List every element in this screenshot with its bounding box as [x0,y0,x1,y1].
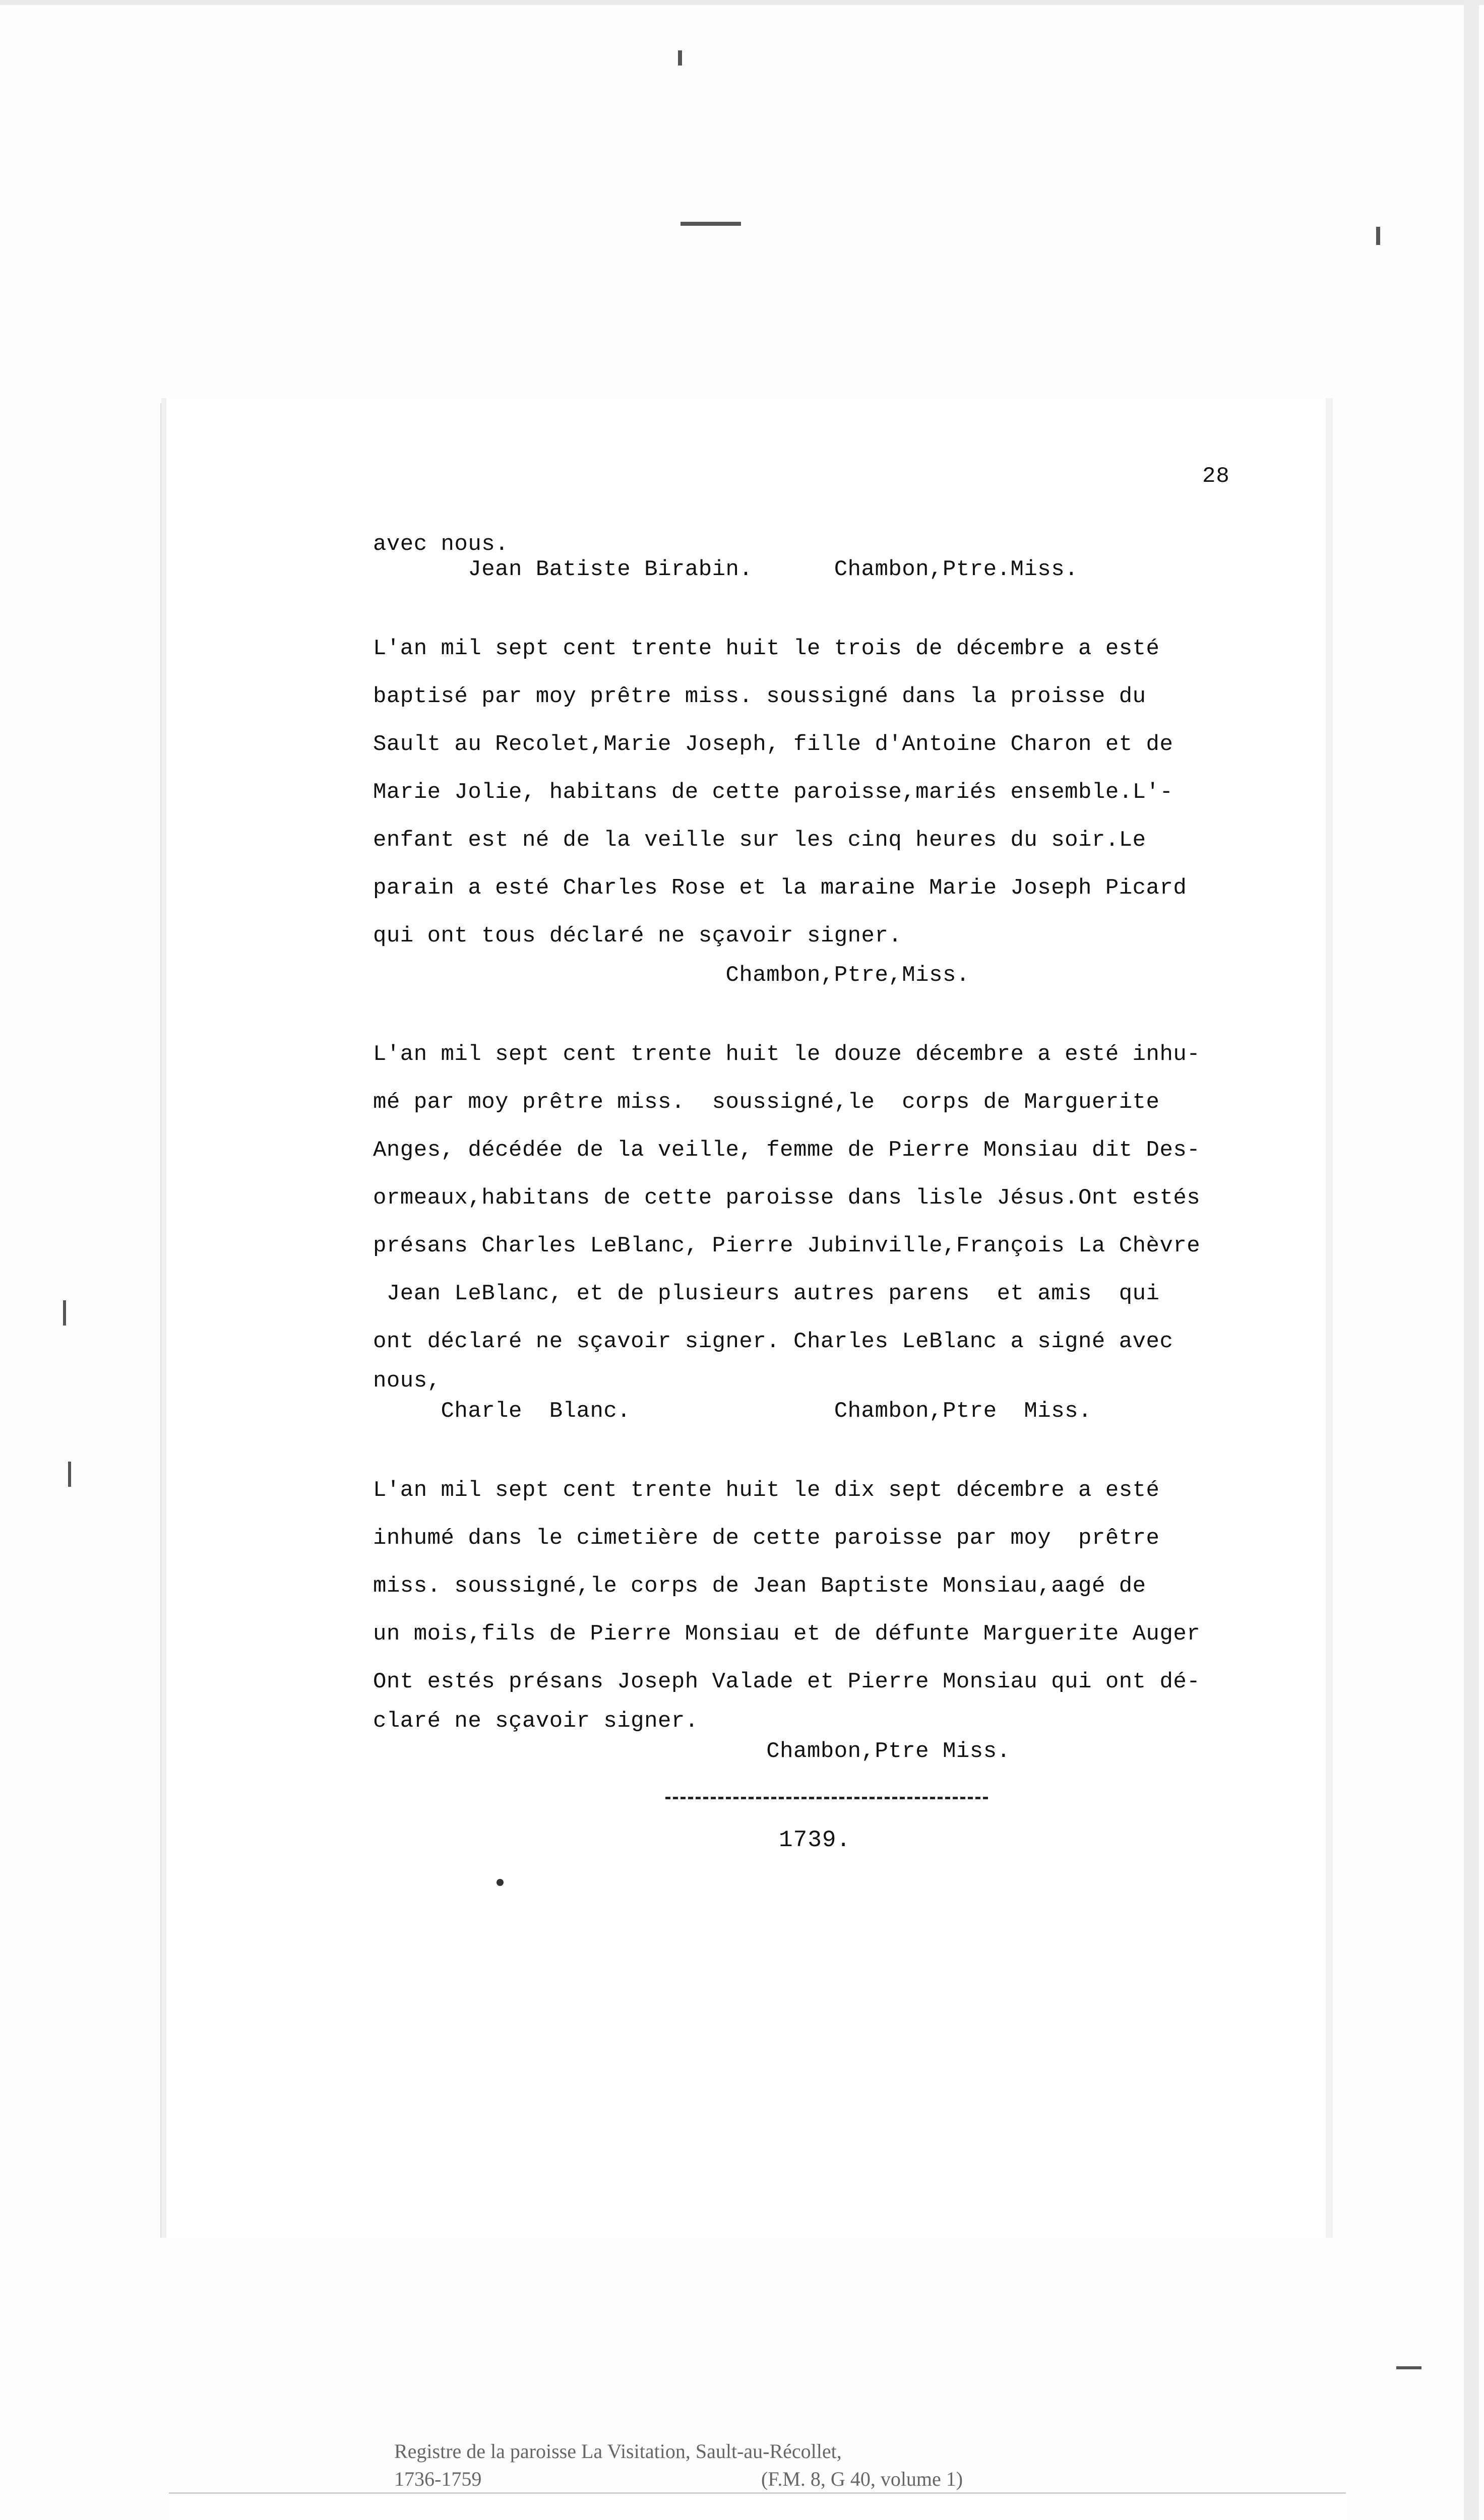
scan-speck [678,50,682,66]
entry-line: enfant est né de la veille sur les cinq heures du soir.Le [373,828,1146,853]
scan-speck [681,222,741,226]
entry-signature: Charle Blanc. Chambon,Ptre Miss. [373,1399,1092,1424]
entry-line: Marie Jolie, habitans de cette paroisse,mariés ensemble.L'- [373,780,1173,805]
entry-signature: Chambon,Ptre,Miss. [373,963,970,988]
entry-burial-jean-baptiste-monsiau [373,1467,1270,1767]
caption-line-1: Registre de la paroisse La Visitation, Sault-au-Récollet, [394,2440,842,2463]
entry-line: Sault au Recolet,Marie Joseph, fille d'Antoine Charon et de [373,732,1173,757]
section-divider [665,1797,988,1799]
entry-burial-marguerite-anges [373,1031,1270,1426]
ink-dot [497,1879,504,1886]
entry-closing [373,532,1270,582]
entry-line: L'an mil sept cent trente huit le dix sept décembre a esté [373,1478,1160,1503]
entry-line: L'an mil sept cent trente huit le trois de décembre a esté [373,636,1160,661]
entry-line: avec nous. [373,532,509,557]
entry-signature: Chambon,Ptre Miss. [373,1739,1011,1764]
entry-line: qui ont tous déclaré ne sçavoir signer. [373,923,902,949]
entry-line: mé par moy prêtre miss. soussigné,le corps de Marguerite [373,1090,1160,1115]
page-number: 28 [1202,464,1230,489]
entry-line: baptisé par moy prêtre miss. soussigné dans la proisse du [373,684,1146,709]
frame-top-edge [0,0,1484,5]
scan-speck [63,1300,66,1326]
entry-line: un mois,fils de Pierre Monsiau et de défunte Marguerite Auger [373,1621,1201,1647]
entry-line: inhumé dans le cimetière de cette paroisse par moy prêtre [373,1526,1160,1551]
entry-baptism-marie-joseph [373,625,1270,990]
entry-line: Anges, décédée de la veille, femme de Pierre Monsiau dit Des- [373,1138,1201,1163]
entry-line: ont déclaré ne sçavoir signer. Charles LeBlanc a signé avec [373,1329,1173,1354]
entry-line: présans Charles LeBlanc, Pierre Jubinville,François La Chèvre [373,1233,1201,1258]
entry-line: Jean LeBlanc, et de plusieurs autres parens et amis qui [373,1281,1160,1306]
archives-stamp [169,2492,1346,2520]
entry-line: claré ne sçavoir signer. [373,1709,699,1734]
entry-line: Jean Batiste Birabin. Chambon,Ptre.Miss. [373,557,1079,582]
scan-speck [68,1462,71,1487]
entry-line: Ont estés présans Joseph Valade et Pierre Monsiau qui ont dé- [373,1669,1201,1694]
entry-line: ormeaux,habitans de cette paroisse dans lisle Jésus.Ont estés [373,1185,1201,1211]
frame-right-edge [1464,0,1479,2520]
scan-speck [1396,2366,1421,2369]
entry-line: nous, [373,1368,441,1394]
entry-line: parain a esté Charles Rose et la maraine Marie Joseph Picard [373,875,1187,901]
caption-reference: (F.M. 8, G 40, volume 1) [761,2468,963,2490]
entry-line: miss. soussigné,le corps de Jean Baptiste Monsiau,aagé de [373,1573,1146,1599]
caption-date-range: 1736-1759 [394,2468,482,2490]
year-heading: 1739. [779,1827,851,1853]
scan-speck [1376,227,1380,245]
entry-line: L'an mil sept cent trente huit le douze décembre a esté inhu- [373,1042,1201,1067]
